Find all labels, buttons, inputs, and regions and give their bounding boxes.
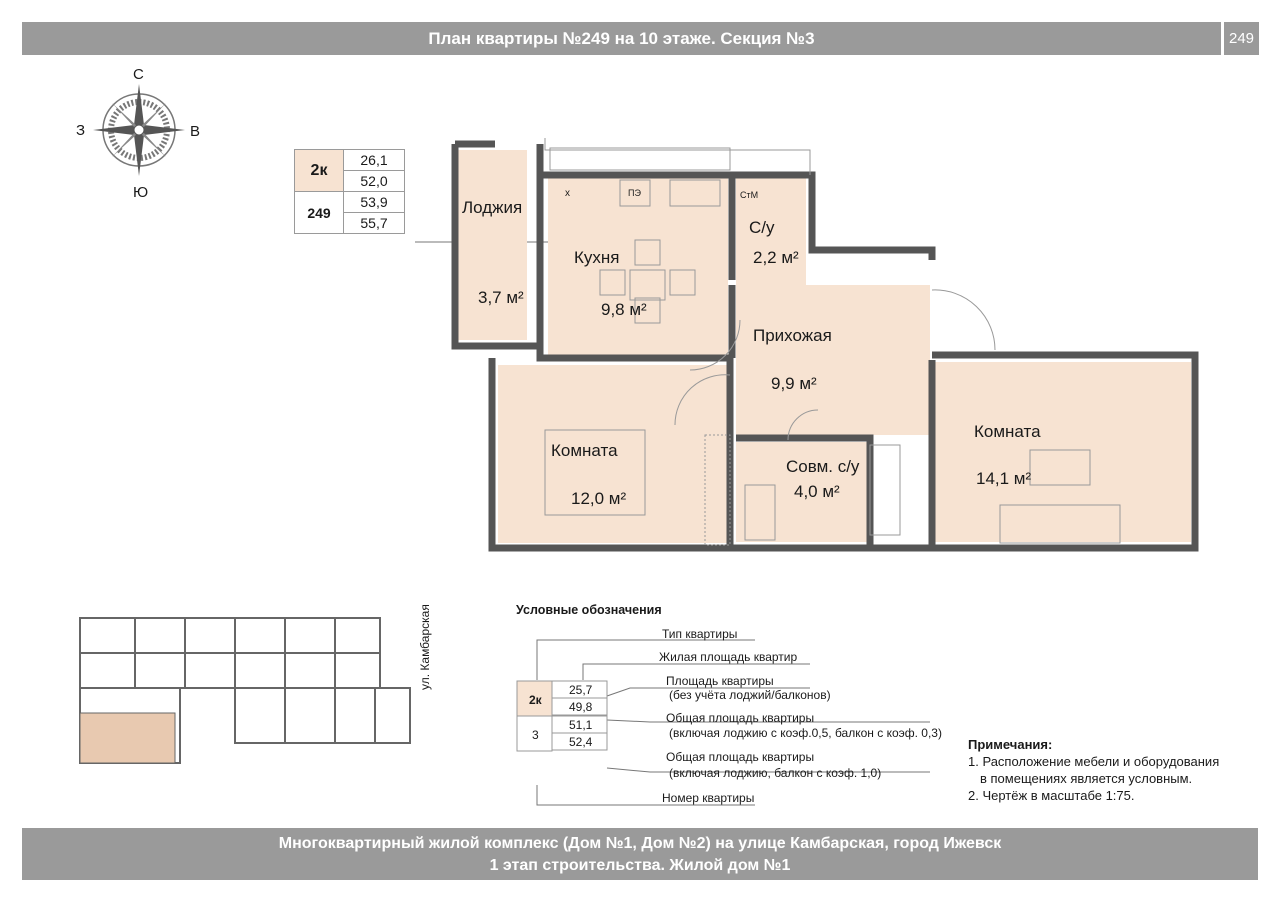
legend-value-area: 49,8 [569, 700, 593, 714]
page-number: 249 [1224, 22, 1259, 55]
footer [22, 828, 1258, 880]
room-1-area: 12,0 м² [571, 489, 627, 508]
site-plan-drawing [75, 603, 415, 773]
apartment-type: 2к [295, 150, 344, 192]
legend-label-type: Тип квартиры [662, 627, 738, 641]
footer-line-1: Многоквартирный жилой комплекс (Дом №1, Дом №2) на улице Камбарская, город Ижевск [278, 835, 1002, 852]
room-loggia-name: Лоджия [462, 198, 523, 217]
legend-title: Условные обозначения [516, 603, 662, 617]
room-bath-name: Совм. с/у [786, 457, 860, 476]
room-2-area: 14,1 м² [976, 469, 1032, 488]
total-area-coef: 53,9 [344, 192, 405, 213]
legend-label-area: Площадь квартиры [666, 674, 774, 688]
apartment-area: 52,0 [344, 171, 405, 192]
room-2-name: Комната [974, 422, 1041, 441]
footer-line-2: 1 этап строительства. Жилой дом №1 [489, 857, 791, 874]
compass-south: Ю [133, 184, 149, 201]
legend-value-living: 25,7 [569, 683, 593, 697]
legend-value-total-coef: 51,1 [569, 718, 593, 732]
total-area-full: 55,7 [344, 213, 405, 234]
notes-line-2: в помещениях является условным. [980, 771, 1193, 786]
room-kitchen-area: 9,8 м² [601, 300, 647, 319]
compass-west: З [76, 122, 86, 139]
fixture-washer: СтМ [740, 190, 759, 200]
legend-number: 3 [532, 728, 539, 742]
legend-type: 2к [529, 693, 542, 707]
room-loggia-area: 3,7 м² [478, 288, 524, 307]
legend-label-area-note: (без учёта лоджий/балконов) [669, 688, 831, 702]
notes-line-1: 1. Расположение мебели и оборудования [968, 754, 1220, 769]
notes-title: Примечания: [968, 737, 1053, 752]
legend-label-total-coef-note: (включая лоджию с коэф.0,5, балкон с коэф. 0,3) [669, 726, 942, 740]
compass-east: В [190, 123, 201, 140]
fixture-stove: ПЭ [628, 188, 641, 198]
room-hall-name: Прихожая [753, 326, 832, 345]
legend-label-total-coef: Общая площадь квартиры [666, 711, 815, 725]
page-title: План квартиры №249 на 10 этаже. Секция №3 [22, 22, 1221, 55]
room-wc-name: С/у [749, 218, 775, 237]
legend-label-total-full-note: (включая лоджию, балкон с коэф. 1,0) [669, 766, 882, 780]
street-label: ул. Камбарская [418, 604, 432, 690]
room-wc-area: 2,2 м² [753, 248, 799, 267]
notes-line-3: 2. Чертёж в масштабе 1:75. [968, 788, 1135, 803]
living-area: 26,1 [344, 150, 405, 171]
room-hall-area: 9,9 м² [771, 374, 817, 393]
room-kitchen-name: Кухня [574, 248, 620, 267]
apartment-number: 249 [295, 192, 344, 234]
legend-label-total-full: Общая площадь квартиры [666, 750, 815, 764]
notes [968, 736, 1219, 804]
legend-label-living: Жилая площадь квартир [659, 650, 798, 664]
compass-north: С [133, 66, 144, 83]
compass-rose [76, 66, 202, 206]
room-bath-area: 4,0 м² [794, 482, 840, 501]
site-plan [75, 603, 415, 773]
legend [510, 600, 970, 810]
fixture-x-mark: x [565, 188, 570, 199]
apartment-card [294, 149, 405, 234]
legend-value-total-full: 52,4 [569, 735, 593, 749]
legend-label-number: Номер квартиры [662, 791, 755, 805]
room-1-name: Комната [551, 441, 618, 460]
floor-plan [440, 130, 1220, 560]
